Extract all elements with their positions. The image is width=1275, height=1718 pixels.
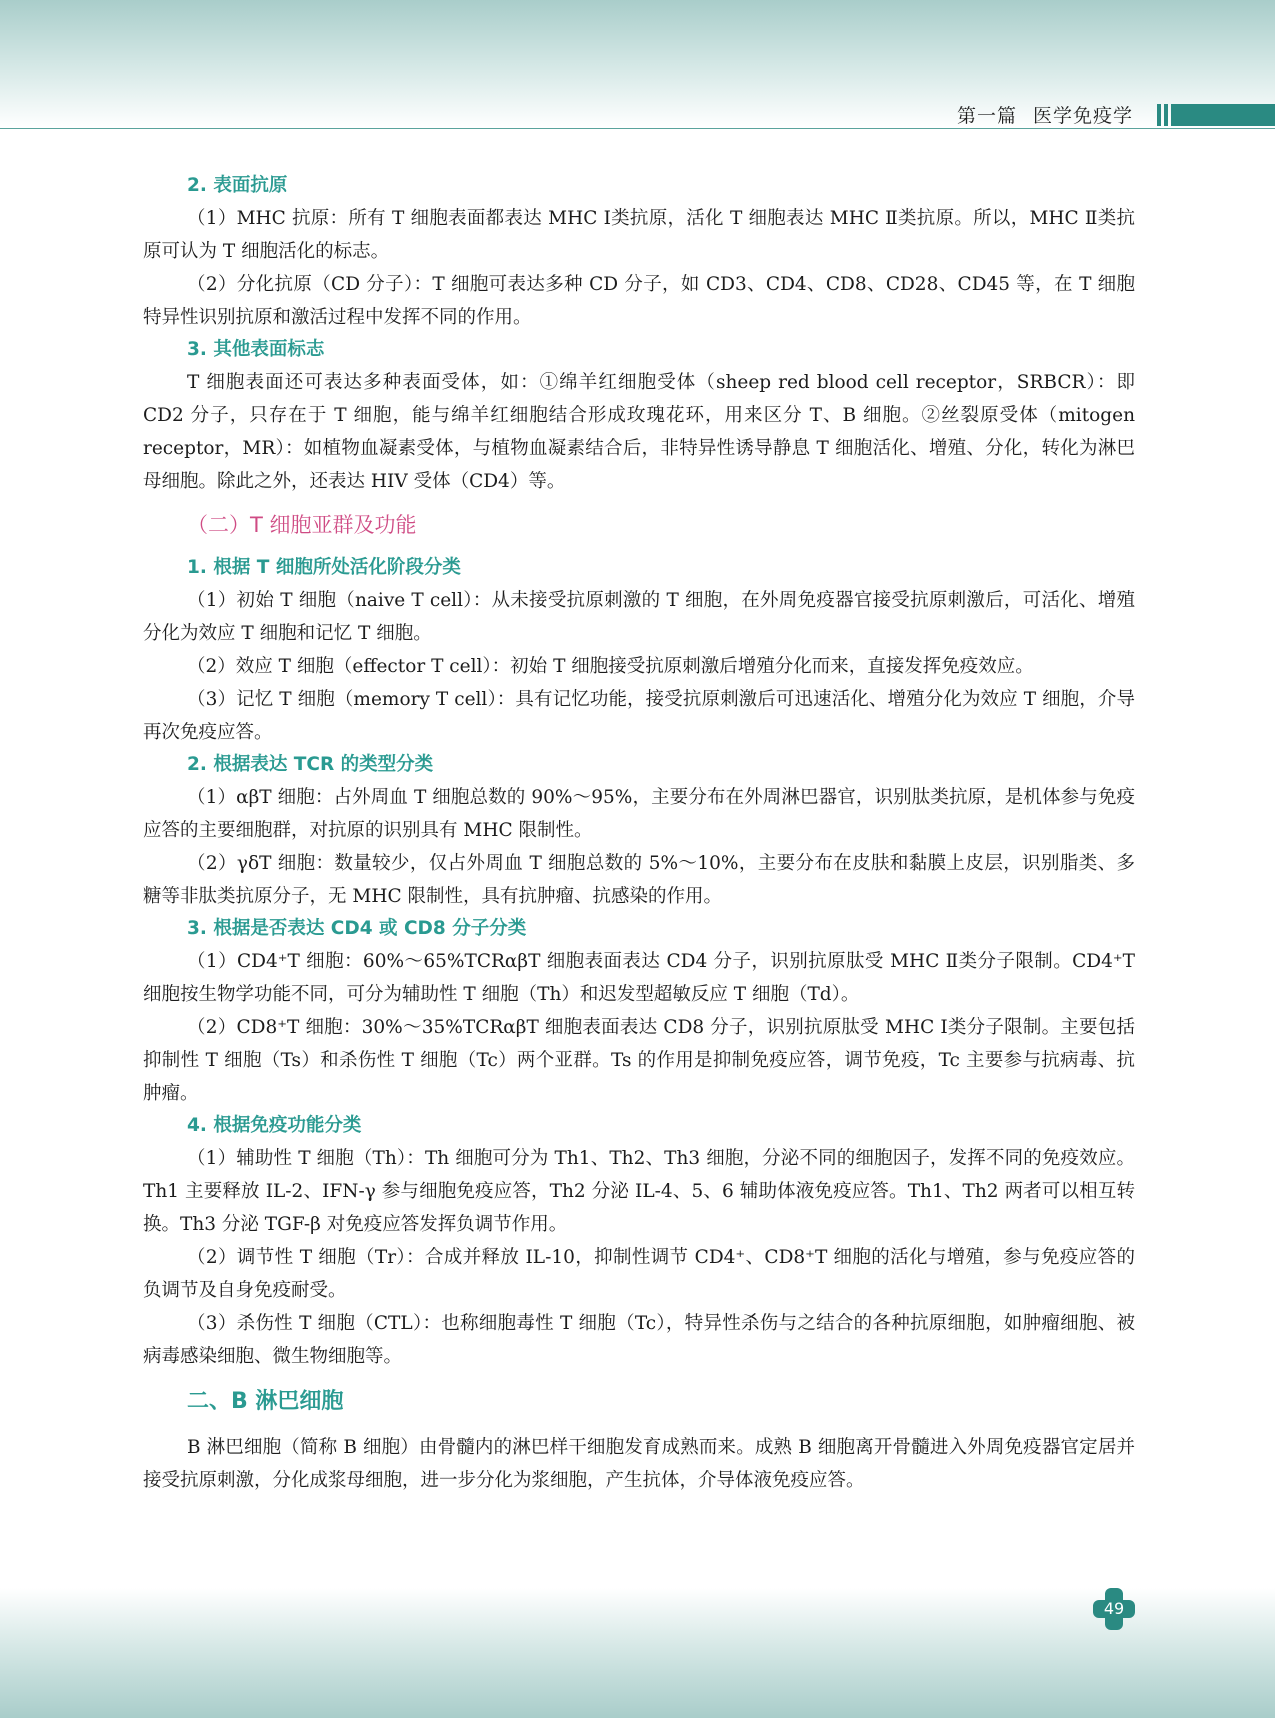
header-bar-decoration: [1143, 104, 1275, 126]
paragraph-gamma-delta-t-cell: （2）γδT 细胞：数量较少，仅占外周血 T 细胞总数的 5%～10%，主要分布在皮肤和黏膜上皮层，识别脂类、多糖等非肽类抗原分子，无 MHC 限制性，具有抗肿瘤、抗感染的作用。: [143, 853, 1135, 907]
paragraph-surface-receptors: T 细胞表面还可表达多种表面受体，如：①绵羊红细胞受体（sheep red blood cell receptor，SRBCR）：即 CD2 分子，只存在于 T 细胞，能与绵羊红细胞结合形成玫瑰花环，用来区分 T、B 细胞。②丝裂原受体（mitogen receptor，MR）：如植物血凝素受体，与植物血凝素结合后，非特异性诱导静息 T 细胞活化、增殖、分化，转化为淋巴母细胞。除此之外，还表达 HIV 受体（CD4）等。: [143, 372, 1135, 492]
heading-surface-antigen: 2. 表面抗原: [187, 175, 288, 196]
paragraph-mhc-antigen: （1）MHC 抗原：所有 T 细胞表面都表达 MHC Ⅰ类抗原，活化 T 细胞表达 MHC Ⅱ类抗原。所以，MHC Ⅱ类抗原可认为 T 细胞活化的标志。: [143, 208, 1135, 262]
heading-b-lymphocytes: 二、B 淋巴细胞: [187, 1389, 344, 1414]
heading-t-cell-subgroups: （二）T 细胞亚群及功能: [187, 513, 417, 537]
header-part: 第一篇: [956, 105, 1017, 127]
page-number-badge: [1093, 1588, 1135, 1630]
paragraph-regulatory-t-cell: （2）调节性 T 细胞（Tr）：合成并释放 IL-10，抑制性调节 CD4⁺、CD8⁺T 细胞的活化与增殖，参与免疫应答的负调节及自身免疫耐受。: [143, 1247, 1135, 1301]
heading-by-tcr-type: 2. 根据表达 TCR 的类型分类: [187, 754, 434, 775]
paragraph-memory-t-cell: （3）记忆 T 细胞（memory T cell）：具有记忆功能，接受抗原刺激后可迅速活化、增殖分化为效应 T 细胞，介导再次免疫应答。: [143, 689, 1135, 743]
paragraph-alpha-beta-t-cell: （1）αβT 细胞：占外周血 T 细胞总数的 90%～95%，主要分布在外周淋巴器官，识别肽类抗原，是机体参与免疫应答的主要细胞群，对抗原的识别具有 MHC 限制性。: [143, 787, 1135, 841]
page-number: 49: [1103, 1599, 1125, 1618]
footer-background: [0, 1588, 1275, 1718]
paragraph-cd8-t-cell: （2）CD8⁺T 细胞：30%～35%TCRαβT 细胞表面表达 CD8 分子，识别抗原肽受 MHC Ⅰ类分子限制。主要包括抑制性 T 细胞（Ts）和杀伤性 T 细胞（Tc）两个亚群。Ts 的作用是抑制免疫应答，调节免疫，Tc 主要参与抗病毒、抗肿瘤。: [143, 1017, 1135, 1104]
heading-by-cd4-cd8: 3. 根据是否表达 CD4 或 CD8 分子分类: [187, 918, 527, 939]
heading-by-activation-stage: 1. 根据 T 细胞所处活化阶段分类: [187, 557, 461, 578]
paragraph-naive-t-cell: （1）初始 T 细胞（naive T cell）：从未接受抗原刺激的 T 细胞，在外周免疫器官接受抗原刺激后，可活化、增殖分化为效应 T 细胞和记忆 T 细胞。: [143, 590, 1135, 644]
paragraph-helper-t-cell: （1）辅助性 T 细胞（Th）：Th 细胞可分为 Th1、Th2、Th3 细胞，分泌不同的细胞因子，发挥不同的免疫效应。Th1 主要释放 IL-2、IFN-γ 参与细胞免疫应答，Th2 分泌 IL-4、5、6 辅助体液免疫应答。Th1、Th2 两者可以相互转换。Th3 分泌 TGF-β 对免疫应答发挥负调节作用。: [143, 1148, 1135, 1235]
paragraph-effector-t-cell: （2）效应 T 细胞（effector T cell）：初始 T 细胞接受抗原刺激后增殖分化而来，直接发挥免疫效应。: [187, 656, 1034, 677]
paragraph-cytotoxic-t-cell: （3）杀伤性 T 细胞（CTL）：也称细胞毒性 T 细胞（Tc），特异性杀伤与之结合的各种抗原细胞，如肿瘤细胞、被病毒感染细胞、微生物细胞等。: [143, 1313, 1135, 1367]
heading-other-markers: 3. 其他表面标志: [187, 339, 325, 360]
paragraph-cd4-t-cell: （1）CD4⁺T 细胞：60%～65%TCRαβT 细胞表面表达 CD4 分子，识别抗原肽受 MHC Ⅱ类分子限制。CD4⁺T 细胞按生物学功能不同，可分为辅助性 T 细胞（Th）和迟发型超敏反应 T 细胞（Td）。: [143, 951, 1135, 1005]
paragraph-cd-antigen: （2）分化抗原（CD 分子）：T 细胞可表达多种 CD 分子，如 CD3、CD4、CD8、CD28、CD45 等，在 T 细胞特异性识别抗原和激活过程中发挥不同的作用。: [143, 274, 1135, 328]
header-title: 医学免疫学: [1032, 105, 1133, 127]
page-body: [143, 170, 1135, 1497]
running-header: [957, 101, 1133, 128]
heading-by-immune-function: 4. 根据免疫功能分类: [187, 1115, 362, 1136]
header-rule: [0, 128, 1275, 129]
paragraph-b-cell-development: B 淋巴细胞（简称 B 细胞）由骨髓内的淋巴样干细胞发育成熟而来。成熟 B 细胞离开骨髓进入外周免疫器官定居并接受抗原刺激，分化成浆母细胞，进一步分化为浆细胞，产生抗体，介导体液免疫应答。: [143, 1437, 1135, 1491]
